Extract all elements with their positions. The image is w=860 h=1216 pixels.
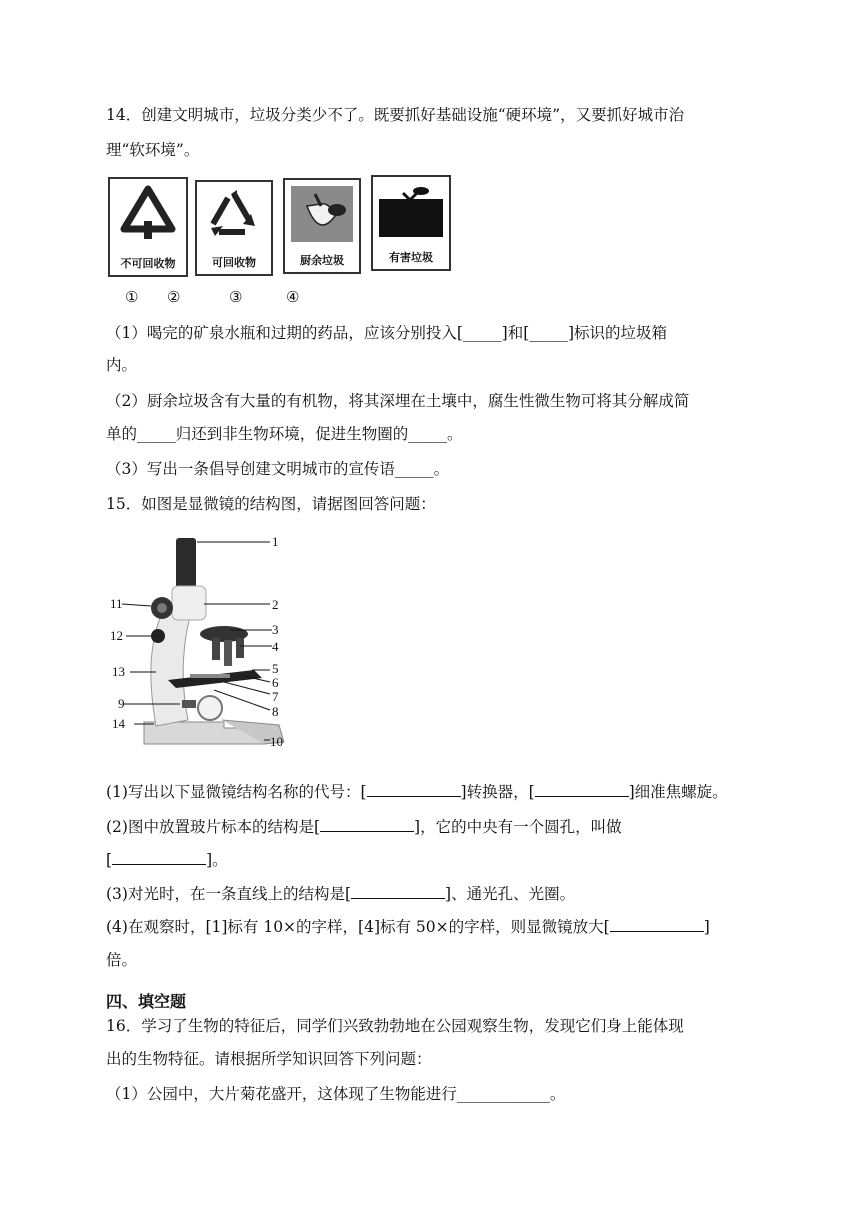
q15-p4b: 倍。 [106,951,138,969]
bin-kitchen [283,178,361,274]
nonrecyclable-icon [110,181,186,251]
bin-number: ② [167,288,181,306]
q14-sub1-line1: （1）喝完的矿泉水瓶和过期的药品，应该分别投入[_____]和[_____]标识的垃圾箱 [106,324,668,342]
recycle-icon [197,184,271,252]
bin-label: 有害垃圾 [389,251,433,264]
q15-p1-text: ]转换器，[ [460,783,535,801]
q16-line2: 出的生物特征。请根据所学知识回答下列问题： [106,1050,432,1068]
q15-p2b [106,850,228,870]
q15-p2-text: ]。 [206,851,228,869]
q15-p4 [106,917,710,937]
microscope-label: 11 [110,596,123,611]
microscope-label: 8 [272,704,279,719]
q15-p1 [106,782,728,802]
q14-sub3: （3）写出一条倡导创建文明城市的宣传语_____。 [106,460,450,478]
answer-blank[interactable] [535,782,629,797]
microscope-label: 12 [110,628,123,643]
answer-blank[interactable] [367,782,461,797]
q14-sub2-line1: （2）厨余垃圾含有大量的有机物，将其深埋在土壤中，腐生性微生物可将其分解成简 [106,392,690,410]
q16-line1: 16．学习了生物的特征后，同学们兴致勃勃地在公园观察生物，发现它们身上能体现 [106,1017,684,1035]
microscope-label: 9 [118,696,125,711]
hazardous-icon [373,177,449,243]
answer-blank[interactable] [610,917,704,932]
microscope-label: 1 [272,534,279,549]
q15-p2-text: ]，它的中央有一个圆孔，叫做 [414,818,622,836]
answer-blank[interactable] [112,850,206,865]
microscope-label: 4 [272,639,279,654]
q14-sub1-line2: 内。 [106,356,138,374]
q15-p4-text: (4)在观察时，[1]标有 10×的字样，[4]标有 50×的字样，则显微镜放大[ [106,918,610,936]
q15-p3-text: ]、通光孔、光圈。 [445,885,576,903]
q14-line2: 理“软环境”。 [106,141,200,159]
q15-title: 15．如图是显微镜的结构图，请据图回答问题： [106,495,436,513]
q15-p1-text: (1)写出以下显微镜结构名称的代号：[ [106,783,367,801]
bin-number: ① [125,288,139,306]
answer-blank[interactable] [351,884,445,899]
bin-label: 不可回收物 [120,257,176,270]
q15-p2-text: (2)图中放置玻片标本的结构是[ [106,818,321,836]
bin-number: ④ [286,288,300,306]
bin-recyclable [195,180,273,276]
q15-p1-text: ]细准焦螺旋。 [628,783,728,801]
q15-p3-text: (3)对光时，在一条直线上的结构是[ [106,885,352,903]
microscope-label: 7 [272,689,279,704]
bin-nonrecyclable [108,177,188,277]
microscope-label: 5 [272,661,279,676]
bin-hazardous [371,175,451,271]
q14-line1: 14．创建文明城市，垃圾分类少不了。既要抓好基础设施“硬环境”，又要抓好城市治 [106,106,685,124]
bin-number: ③ [229,288,243,306]
microscope-label: 14 [112,716,125,731]
food-waste-icon [285,180,359,248]
microscope-label: 13 [112,664,125,679]
q14-sub2-line2: 单的_____归还到非生物环境，促进生物圈的_____。 [106,425,463,443]
q15-p3 [106,884,575,904]
section-heading: 四、填空题 [106,992,187,1011]
microscope-label: 2 [272,597,279,612]
q15-p2 [106,817,622,837]
bin-label: 厨余垃圾 [300,254,344,267]
q15-p4-text: ] [703,918,710,936]
answer-blank[interactable] [320,817,414,832]
microscope-label: 6 [272,675,279,690]
microscope-label: 3 [272,622,279,637]
microscope-label: 10 [270,734,283,749]
q15-p2-text: [ [106,851,113,869]
bin-label: 可回收物 [212,256,256,269]
q16-sub1: （1）公园中，大片菊花盛开，这体现了生物能进行____________。 [106,1085,566,1103]
